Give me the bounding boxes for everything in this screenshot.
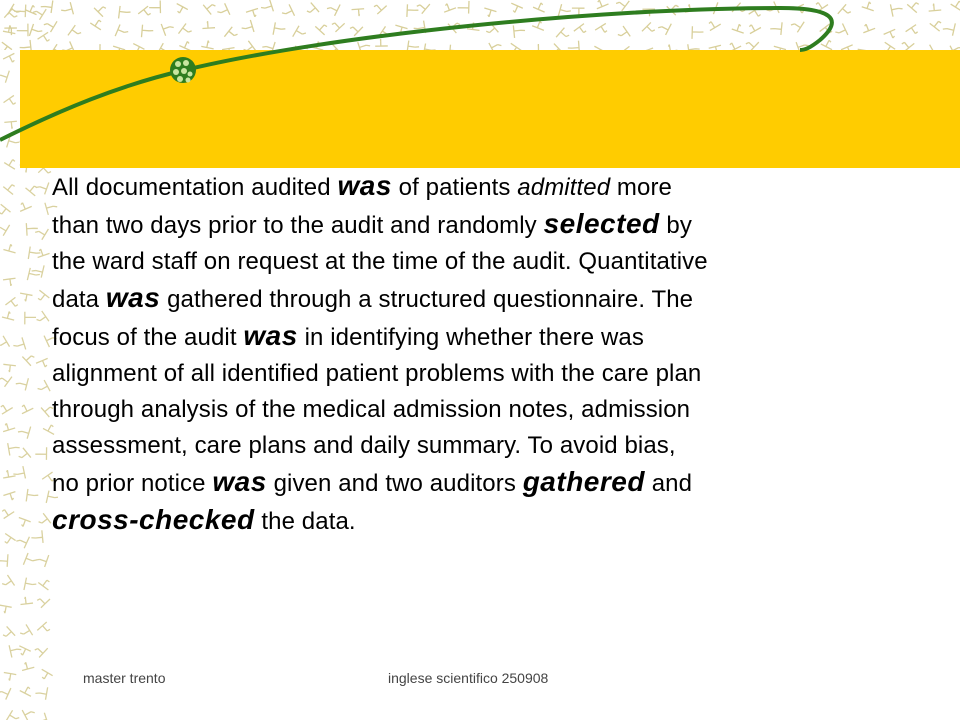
text-line (52, 356, 932, 392)
text-line (52, 244, 932, 280)
text-line (52, 280, 932, 318)
text-segment: data (52, 286, 106, 313)
emphasized-word: gathered (522, 466, 645, 497)
text-line (52, 428, 932, 464)
emphasized-word: was (243, 320, 298, 351)
emphasized-word: selected (543, 208, 660, 239)
emphasized-word: cross-checked (52, 504, 255, 535)
text-segment: alignment of all identified patient problems with the care plan (52, 360, 702, 387)
text-segment: no prior notice (52, 470, 213, 497)
swoosh-curve (0, 8, 832, 140)
footer-author: master trento (83, 670, 166, 686)
text-segment: through analysis of the medical admission notes, admission (52, 396, 691, 423)
text-line (52, 502, 932, 540)
text-line (52, 206, 932, 244)
text-segment: in identifying whether there was (297, 324, 644, 351)
text-line (52, 392, 932, 428)
text-line (52, 168, 932, 206)
text-segment: focus of the audit (52, 324, 244, 351)
text-segment: gathered through a structured questionnaire. The (160, 286, 694, 313)
text-segment: assessment, care plans and daily summary. To avoid bias, (52, 432, 676, 459)
text-segment: more (610, 174, 673, 201)
italic-word: admitted (517, 174, 611, 201)
emphasized-word: was (337, 170, 392, 201)
text-line (52, 318, 932, 356)
text-segment: and (644, 470, 693, 497)
text-segment: the data. (254, 508, 356, 535)
slide-body-text (52, 168, 932, 540)
text-segment: of patients (391, 174, 518, 201)
text-segment: than two days prior to the audit and randomly (52, 212, 544, 239)
footer-course: inglese scientifico 250908 (388, 670, 549, 686)
bead-ornament-icon (170, 57, 196, 83)
text-segment: All documentation audited (52, 174, 338, 201)
emphasized-word: was (212, 466, 267, 497)
text-segment: the ward staff on request at the time of the audit. Quantitative (52, 248, 708, 275)
text-line (52, 464, 932, 502)
emphasized-word: was (105, 282, 161, 313)
text-segment: by (659, 212, 692, 239)
text-segment: given and two auditors (266, 470, 523, 497)
